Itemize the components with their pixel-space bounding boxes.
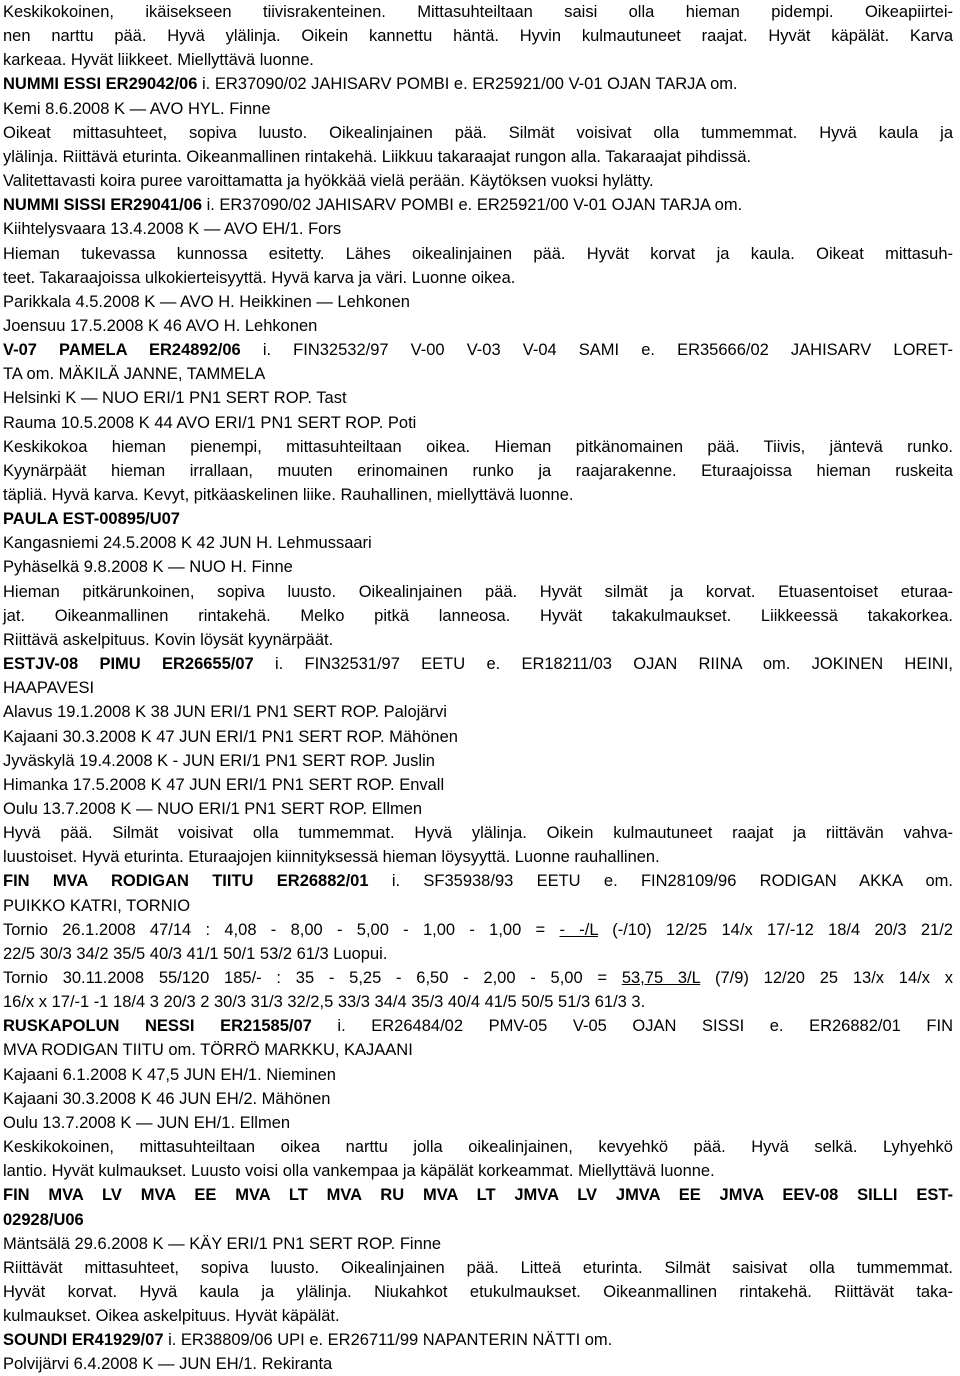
- text-run: Joensuu 17.5.2008 K 46 AVO H. Lehkonen: [3, 316, 318, 335]
- text-run: Parikkala 4.5.2008 K — AVO H. Heikkinen — Lehkonen: [3, 292, 410, 311]
- dog-name-heading: 02928/U06: [3, 1210, 84, 1229]
- text-run: (-/10) 12/25 14/x 17/-12 18/4 20/3 21/2: [597, 920, 953, 939]
- text-run: 16/x x 17/-1 -1 18/4 3 20/3 2 30/3 31/3 32/2,5 33/3 34/4 35/3 40/4 41/5 50/5 51/3 61/3 3.: [3, 993, 646, 1012]
- text-line: [3, 1280, 953, 1304]
- text-run: Jyväskylä 19.4.2008 K - JUN ERI/1 PN1 SERT ROP. Juslin: [3, 751, 435, 770]
- dog-name-heading: RUSKAPOLUN NESSI ER21585/07: [3, 1017, 312, 1036]
- text-run: Hyvä pää. Silmät voisivat olla tummemmat. Hyvä ylälinja. Oikein kulmautuneet raajat ja riittävän vahva-: [3, 824, 953, 843]
- text-line: [3, 555, 293, 579]
- text-line: [3, 1111, 290, 1135]
- underlined-result: - -/L: [559, 920, 598, 939]
- text-run: HAAPAVESI: [3, 679, 95, 698]
- text-line: [3, 169, 654, 193]
- text-line: [3, 72, 738, 96]
- text-run: Kyynärpäät hieman irrallaan, muuten erinomainen runko ja raajarakenne. Eturaajoissa hieman ruskeita: [3, 461, 953, 480]
- text-line: [3, 1208, 84, 1232]
- text-line: [3, 1014, 953, 1038]
- text-run: Hieman tukevassa kunnossa esitetty. Lähes oikealinjainen pää. Hyvät korvat ja kaula. Oikeat mittasuh-: [3, 244, 953, 263]
- text-run: Kangasniemi 24.5.2008 K 42 JUN H. Lehmussaari: [3, 534, 372, 553]
- underlined-result: 53,75 3/L: [621, 969, 701, 987]
- text-run: täpliä. Hyvä karva. Kevyt, pitkäaskelinen liike. Rauhallinen, miellyttävä luonne.: [3, 486, 574, 504]
- text-line: [3, 1304, 340, 1328]
- text-run: Valitettavasti koira puree varoittamatta ja hyökkää vielä perään. Käytöksen vuoksi hylätty.: [3, 172, 654, 191]
- text-line: [3, 1328, 612, 1352]
- text-run: Kajaani 6.1.2008 K 47,5 JUN EH/1. Nieminen: [3, 1065, 336, 1084]
- text-run: i. ER37090/02 JAHISARV POMBI e. ER25921/00 V-01 OJAN TARJA om.: [197, 75, 738, 94]
- text-line: [3, 338, 953, 362]
- text-run: PUIKKO KATRI, TORNIO: [3, 896, 191, 915]
- text-line: [3, 869, 953, 893]
- text-line: [3, 942, 387, 966]
- text-run: Polvijärvi 6.4.2008 K — JUN EH/1. Rekiranta: [3, 1355, 333, 1374]
- text-line: [3, 290, 410, 314]
- text-run: TA om. MÄKILÄ JANNE, TAMMELA: [3, 365, 266, 384]
- text-line: [3, 266, 515, 290]
- text-line: [3, 97, 271, 121]
- text-run: jat. Oikeanmallinen rintakehä. Melko pitkä lanneosa. Hyvät takakulmaukset. Liikkeessä takakorkea.: [3, 606, 953, 625]
- text-run: Oulu 13.7.2008 K — JUN EH/1. Ellmen: [3, 1113, 291, 1132]
- text-run: Keskikokoinen, mittasuhteiltaan oikea narttu jolla oikealinjainen, kevyehkö pää. Hyvä selkä. Lyhyehkö: [3, 1138, 953, 1157]
- text-line: [3, 435, 953, 459]
- text-run: Alavus 19.1.2008 K 38 JUN ERI/1 PN1 SERT ROP. Palojärvi: [3, 703, 447, 722]
- dog-name-heading: V-07 PAMELA ER24892/06: [3, 341, 241, 360]
- text-line: [3, 580, 953, 604]
- text-run: Himanka 17.5.2008 K 47 JUN ERI/1 PN1 SERT ROP. Envall: [3, 775, 445, 794]
- text-run: Helsinki K — NUO ERI/1 PN1 SERT ROP. Tast: [3, 389, 347, 408]
- dog-name-heading: SOUNDI ER41929/07: [3, 1331, 164, 1350]
- text-line: [3, 1232, 441, 1256]
- text-line: [3, 531, 372, 555]
- text-run: i. ER38809/06 UPI e. ER26711/99 NAPANTERIN NÄTTI om.: [163, 1331, 613, 1350]
- text-run: nen narttu pää. Hyvä ylälinja. Oikein kannettu häntä. Hyvin kulmautuneet raajat. Hyvät käpälät. Karva: [3, 27, 953, 46]
- text-run: Riittävä askelpituus. Kovin löysät kyynärpäät.: [3, 630, 334, 649]
- text-run: karkeaa. Hyvät liikkeet. Miellyttävä luonne.: [3, 51, 314, 70]
- text-line: [3, 918, 953, 942]
- text-line: [3, 459, 953, 483]
- text-line: [3, 676, 94, 700]
- text-line: [3, 193, 742, 217]
- text-line: [3, 411, 416, 435]
- text-line: [3, 24, 953, 48]
- text-run: (7/9) 12/20 25 13/x 14/x x: [700, 969, 953, 987]
- dog-name-heading: NUMMI SISSI ER29041/06: [3, 196, 202, 215]
- text-run: Kemi 8.6.2008 K — AVO HYL. Finne: [3, 99, 271, 118]
- text-run: i. FIN32531/97 EETU e. ER18211/03 OJAN RIINA om. JOKINEN HEINI,: [253, 655, 953, 674]
- text-line: [3, 845, 660, 869]
- dog-name-heading: PAULA EST-00895/U07: [3, 510, 180, 529]
- text-line: [3, 48, 314, 72]
- text-run: i. ER37090/02 JAHISARV POMBI e. ER25921/00 V-01 OJAN TARJA om.: [202, 196, 743, 215]
- text-run: Oulu 13.7.2008 K — NUO ERI/1 PN1 SERT ROP. Ellmen: [3, 799, 423, 818]
- text-line: [3, 966, 953, 990]
- text-run: luustoiset. Hyvä eturinta. Eturaajojen kiinnityksessä hieman löysyyttä. Luonne rauhallinen.: [3, 848, 660, 867]
- text-line: [3, 145, 751, 169]
- text-line: [3, 604, 953, 628]
- dog-name-heading: NUMMI ESSI ER29042/06: [3, 75, 198, 94]
- text-run: Hyvät korvat. Hyvä kaula ja ylälinja. Niukahkot etukulmaukset. Oikeanmallinen rintakehä. Riittävät taka-: [3, 1282, 953, 1301]
- text-line: [3, 0, 953, 24]
- text-run: Kiihtelysvaara 13.4.2008 K — AVO EH/1. Fors: [3, 220, 342, 239]
- text-line: [3, 483, 573, 507]
- text-run: i. SF35938/93 EETU e. FIN28109/96 RODIGAN AKKA om.: [368, 872, 953, 891]
- text-run: Kajaani 30.3.2008 K 46 JUN EH/2. Mähönen: [3, 1089, 331, 1108]
- text-run: Keskikokoa hieman pienempi, mittasuhteiltaan oikea. Hieman pitkänomainen pää. Tiivis, jäntevä runko.: [3, 437, 953, 456]
- dog-name-heading: ESTJV-08 PIMU ER26655/07: [3, 655, 254, 674]
- text-run: i. ER26484/02 PMV-05 V-05 OJAN SISSI e. ER26882/01 FIN: [311, 1017, 953, 1036]
- text-run: MVA RODIGAN TIITU om. TÖRRÖ MARKKU, KAJAANI: [3, 1041, 413, 1060]
- text-run: teet. Takaraajoissa ulkokierteisyyttä. Hyvä karva ja väri. Luonne oikea.: [3, 268, 516, 287]
- text-line: [3, 821, 953, 845]
- text-run: Kajaani 30.3.2008 K 47 JUN ERI/1 PN1 SERT ROP. Mähönen: [3, 727, 458, 746]
- text-line: [3, 990, 645, 1014]
- text-run: Riittävät mittasuhteet, sopiva luusto. Oikealinjainen pää. Litteä eturinta. Silmät saisivat olla tummemmat.: [3, 1258, 953, 1277]
- text-line: [3, 1183, 953, 1207]
- text-line: [3, 700, 447, 724]
- text-run: Pyhäselkä 9.8.2008 K — NUO H. Finne: [3, 558, 293, 577]
- text-line: [3, 1087, 330, 1111]
- text-line: [3, 797, 422, 821]
- text-run: Tornio 26.1.2008 47/14 : 4,08 - 8,00 - 5,00 - 1,00 - 1,00 =: [3, 920, 560, 939]
- text-line: [3, 314, 317, 338]
- text-run: kulmaukset. Oikea askelpituus. Hyvät käpälät.: [3, 1307, 340, 1326]
- dog-name-heading: FIN MVA LV MVA EE MVA LT MVA RU MVA LT JMVA LV JMVA EE JMVA EEV-08 SILLI EST-: [3, 1186, 953, 1205]
- text-line: [3, 1063, 336, 1087]
- text-line: [3, 725, 458, 749]
- text-line: [3, 1159, 715, 1183]
- text-run: Keskikokoinen, ikäisekseen tiivisrakenteinen. Mittasuhteiltaan saisi olla hieman pidempi. Oikeapiirtei-: [3, 3, 953, 21]
- text-line: [3, 1135, 953, 1159]
- text-line: [3, 386, 347, 410]
- text-line: [3, 1256, 953, 1280]
- text-line: [3, 1038, 413, 1062]
- text-line: [3, 121, 953, 145]
- text-line: [3, 652, 953, 676]
- dog-name-heading: FIN MVA RODIGAN TIITU ER26882/01: [3, 872, 369, 891]
- text-run: i. FIN32532/97 V-00 V-03 V-04 SAMI e. ER35666/02 JAHISARV LORET-: [240, 341, 953, 360]
- text-run: 22/5 30/3 34/2 35/5 40/3 41/1 50/1 53/2 61/3 Luopui.: [3, 944, 388, 963]
- text-line: [3, 1352, 332, 1376]
- text-line: [3, 362, 265, 386]
- text-run: Oikeat mittasuhteet, sopiva luusto. Oikealinjainen pää. Silmät voisivat olla tummemmat. Hyvä kaula ja: [3, 123, 953, 142]
- text-run: lantio. Hyvät kulmaukset. Luusto voisi olla vankempaa ja käpälät korkeammat. Miellyttävä luonne.: [3, 1162, 715, 1181]
- text-run: Rauma 10.5.2008 K 44 AVO ERI/1 PN1 SERT ROP. Poti: [3, 413, 417, 432]
- text-line: [3, 217, 341, 241]
- text-line: [3, 773, 444, 797]
- text-run: ylälinja. Riittävä eturinta. Oikeanmallinen rintakehä. Liikkuu takaraajat rungon alla. Takaraajat pihdissä.: [3, 147, 752, 166]
- text-run: Tornio 30.11.2008 55/120 185/- : 35 - 5,25 - 6,50 - 2,00 - 5,00 =: [3, 969, 622, 987]
- text-line: [3, 749, 435, 773]
- text-run: Hieman pitkärunkoinen, sopiva luusto. Oikealinjainen pää. Hyvät silmät ja korvat. Etuasentoiset eturaa-: [3, 582, 953, 601]
- text-line: [3, 507, 180, 531]
- text-run: Mäntsälä 29.6.2008 K — KÄY ERI/1 PN1 SERT ROP. Finne: [3, 1234, 442, 1253]
- text-line: [3, 628, 333, 652]
- text-line: [3, 242, 953, 266]
- text-line: [3, 894, 190, 918]
